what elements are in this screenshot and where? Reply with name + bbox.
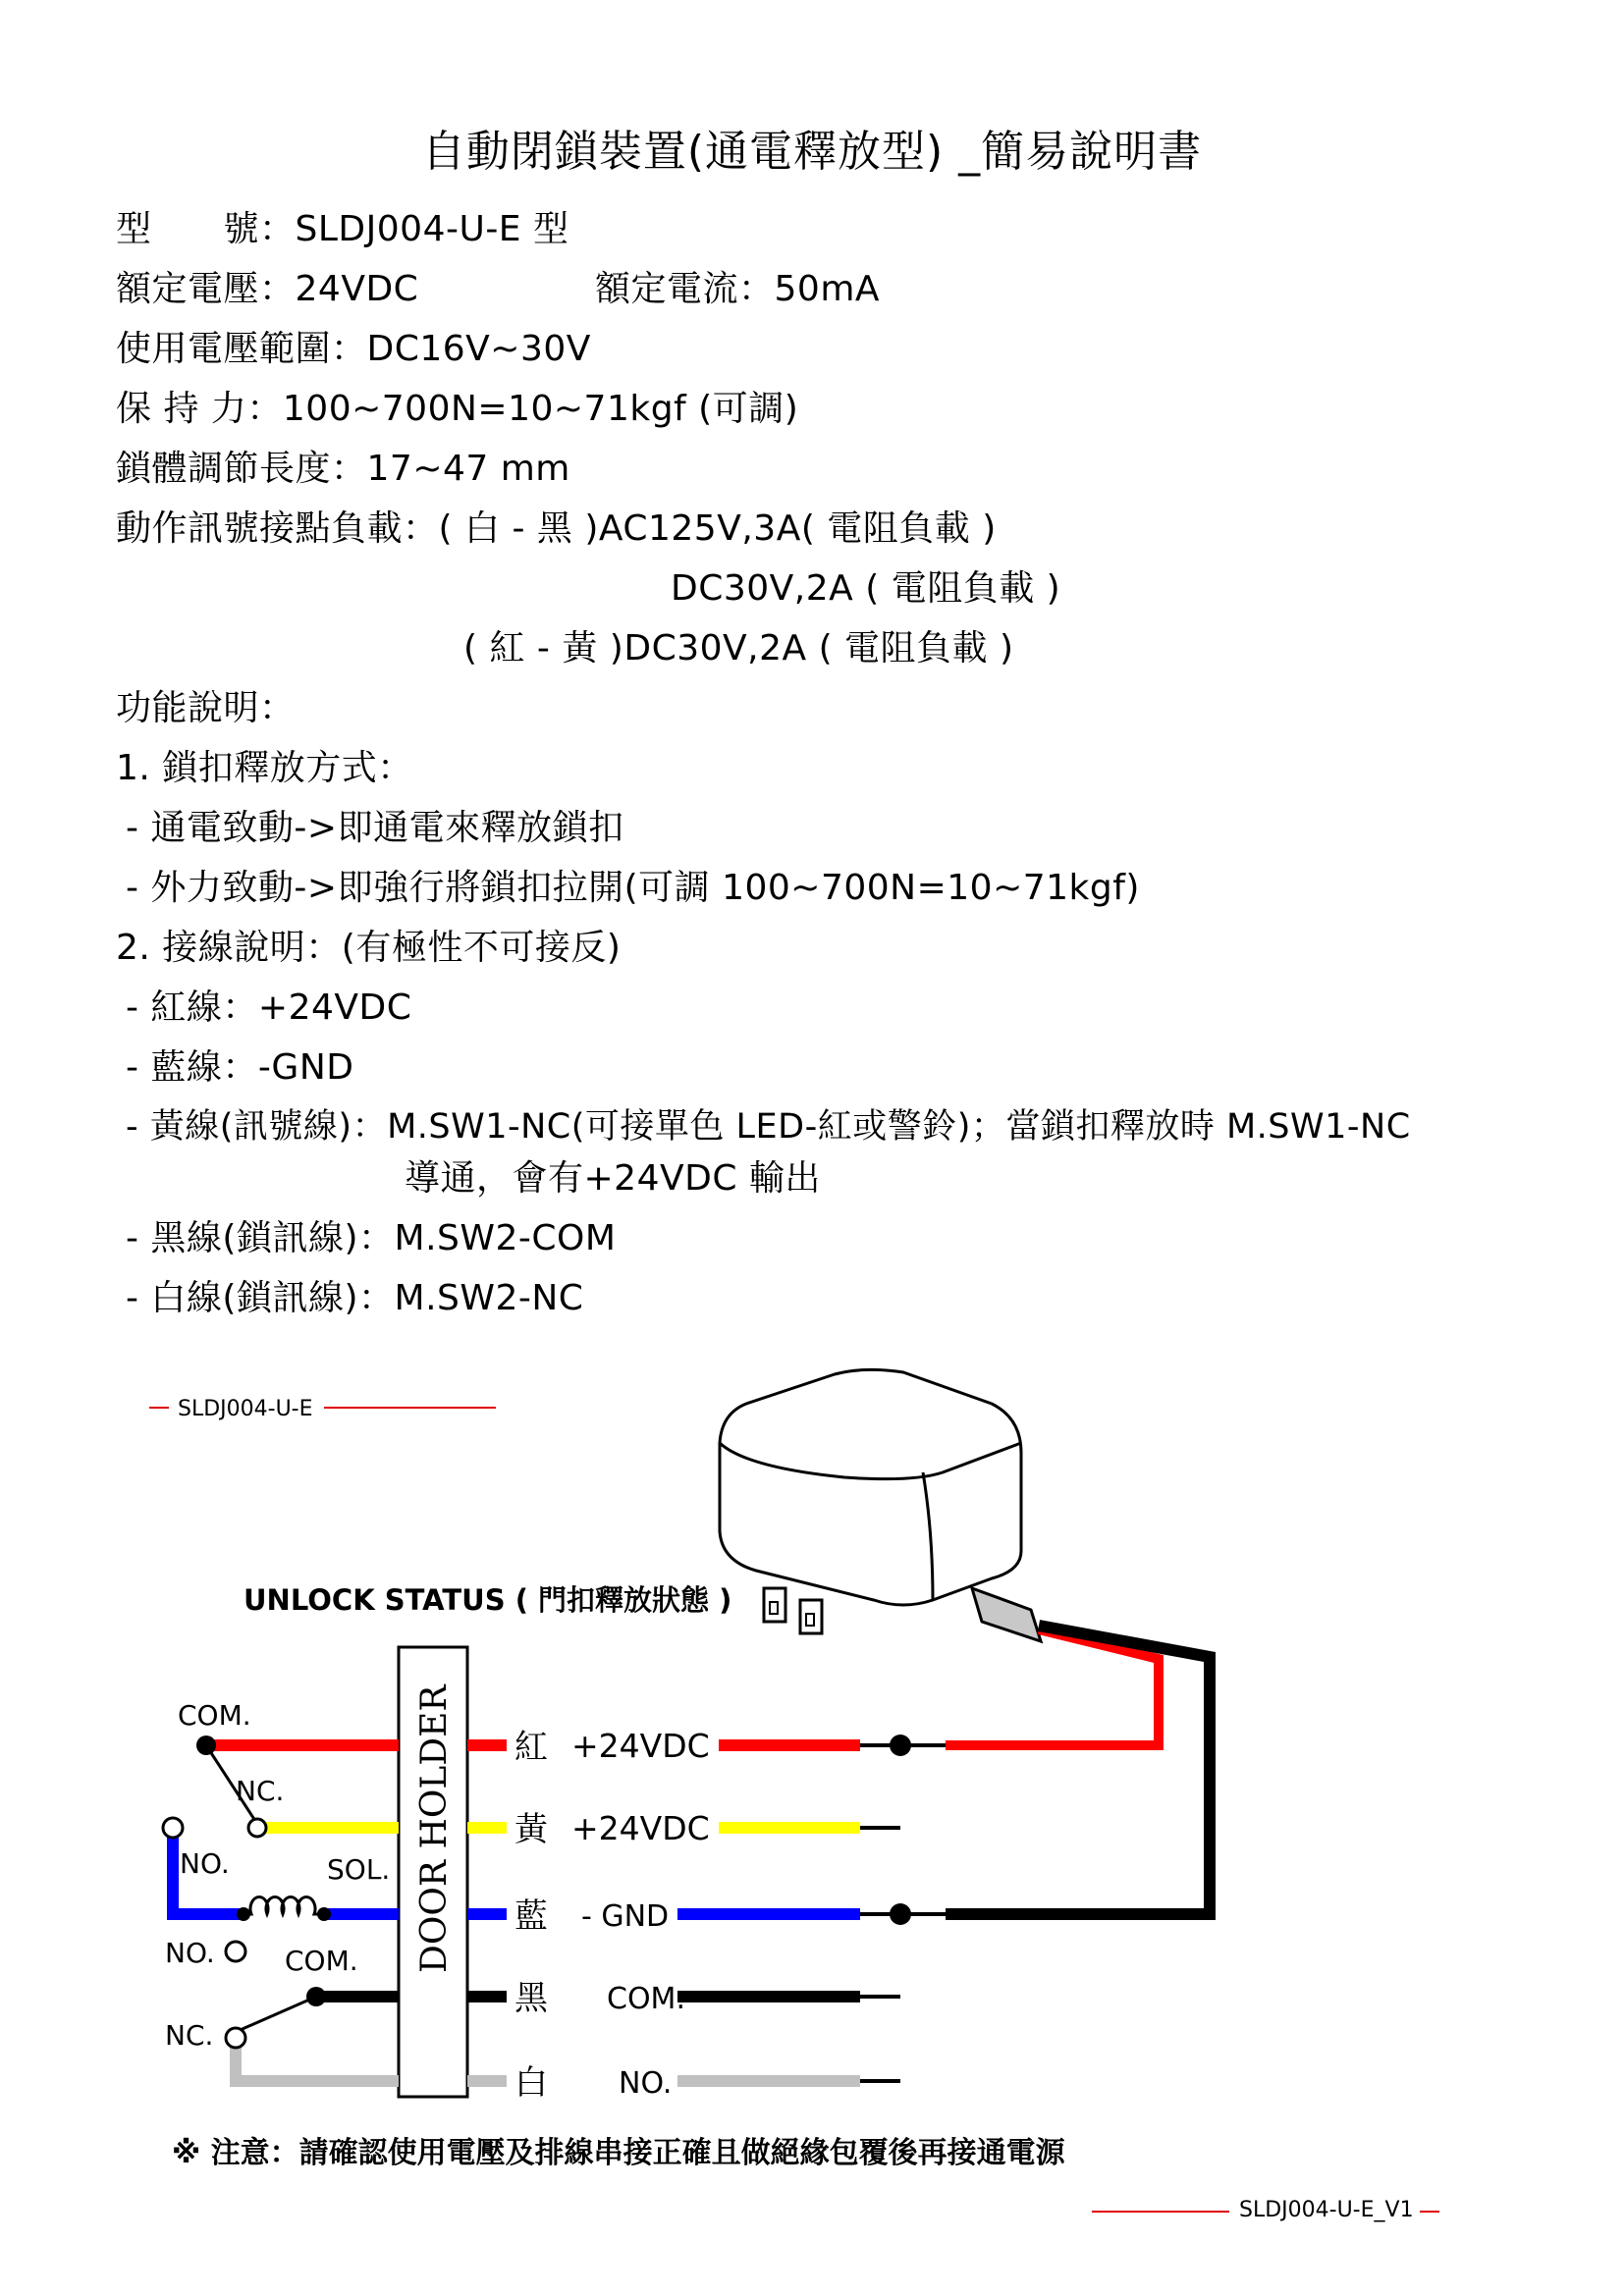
wire-color-blue: 藍 — [514, 1896, 548, 1936]
switch2-lever — [236, 1997, 316, 2032]
door-holder-label: DOOR HOLDER — [414, 1684, 455, 1973]
section2-item-continuation: 導通，會有+24VDC 輸出 — [405, 1158, 821, 1199]
wire-label-white: NO. — [619, 2066, 673, 2101]
holding-force-value: 100~700N=10~71kgf (可調) — [282, 389, 799, 429]
wire-label-black: COM. — [607, 1982, 685, 2016]
switch2-no-node — [226, 1942, 245, 1961]
model-value: SLDJ004-U-E 型 — [295, 209, 569, 249]
contact-load-2: DC30V,2A ( 電阻負載 ) — [671, 568, 1061, 609]
adapter-black-cable — [946, 1626, 1210, 1914]
footer-version-code: SLDJ004-U-E_V1 — [1239, 2198, 1414, 2222]
voltage-range-label: 使用電壓範圍： — [116, 329, 367, 369]
wire-color-red: 紅 — [514, 1728, 548, 1767]
safety-note: ※ 注意：請確認使用電壓及排線串接正確且做絕緣包覆後再接通電源 — [172, 2136, 1065, 2170]
switch2-nc-node — [226, 2028, 245, 2048]
rated-voltage-label: 額定電壓： — [116, 269, 296, 309]
rated-voltage-value: 24VDC — [295, 269, 419, 309]
footer-rule-right — [1420, 2211, 1439, 2213]
label-com-top: COM. — [178, 1699, 251, 1732]
switch1-nc-node — [248, 1819, 266, 1837]
length-label: 鎖體調節長度： — [116, 449, 367, 489]
out-blue-junction — [890, 1903, 911, 1925]
out-red-junction — [890, 1735, 911, 1756]
section2-item: - 藍線：-GND — [126, 1047, 354, 1088]
wire-label-red: +24VDC — [571, 1727, 710, 1765]
label-sol: SOL. — [327, 1853, 391, 1886]
section1-heading: 1. 鎖扣釋放方式： — [116, 748, 413, 788]
section2-item: - 黑線(鎖訊線)：M.SW2-COM — [126, 1218, 617, 1258]
document-title: 自動閉鎖裝置(通電釋放型) _簡易說明書 — [421, 127, 1203, 177]
unlock-status-title: UNLOCK STATUS ( 門扣釋放狀態 ) — [244, 1583, 732, 1617]
label-no-bottom: NO. — [165, 1937, 215, 1969]
rated-current-value: 50mA — [774, 269, 881, 309]
section2-item: - 紅線：+24VDC — [126, 988, 412, 1028]
wire-color-yellow: 黃 — [514, 1810, 548, 1849]
internal-white-wire — [236, 2040, 399, 2081]
section2-heading: 2. 接線說明：(有極性不可接反) — [116, 928, 622, 968]
wire-label-blue: - GND — [581, 1899, 670, 1934]
model-label: 型 號： — [116, 209, 296, 249]
length-value: 17~47 mm — [366, 449, 570, 489]
rated-current-label: 額定電流： — [595, 269, 775, 309]
wire-color-black: 黑 — [514, 1979, 548, 2018]
wire-color-white: 白 — [514, 2063, 548, 2103]
section1-item: - 通電致動->即通電來釋放鎖扣 — [126, 808, 624, 848]
function-heading: 功能說明： — [116, 688, 296, 728]
model-tag: SLDJ004-U-E — [178, 1397, 313, 1421]
section2-item: - 白線(鎖訊線)：M.SW2-NC — [126, 1278, 584, 1318]
label-com-bottom: COM. — [285, 1945, 358, 1977]
label-no-top: NO. — [180, 1847, 230, 1880]
power-adapter-icon — [720, 1369, 1041, 1641]
label-nc-top: NC. — [236, 1775, 285, 1807]
solenoid-coil-icon — [237, 1897, 331, 1921]
contact-load-3: ( 紅 - 黃 )DC30V,2A ( 電阻負載 ) — [463, 628, 1014, 668]
voltage-range-value: DC16V~30V — [366, 329, 591, 369]
section1-item: - 外力致動->即強行將鎖扣拉開(可調 100~700N=10~71kgf) — [126, 868, 1140, 908]
label-nc-bottom: NC. — [165, 2019, 214, 2052]
contact-load-1: ( 白 - 黑 )AC125V,3A( 電阻負載 ) — [438, 508, 997, 549]
holding-force-label: 保 持 力： — [116, 389, 283, 429]
footer-rule-left — [1092, 2211, 1229, 2213]
switch1-no-node — [163, 1818, 183, 1838]
section2-item: - 黃線(訊號線)：M.SW1-NC(可接單色 LED-紅或警鈴)；當鎖扣釋放時 M.SW1-NC — [126, 1107, 1411, 1147]
wire-label-yellow: +24VDC — [571, 1809, 710, 1847]
contact-load-label: 動作訊號接點負載： — [116, 508, 439, 549]
